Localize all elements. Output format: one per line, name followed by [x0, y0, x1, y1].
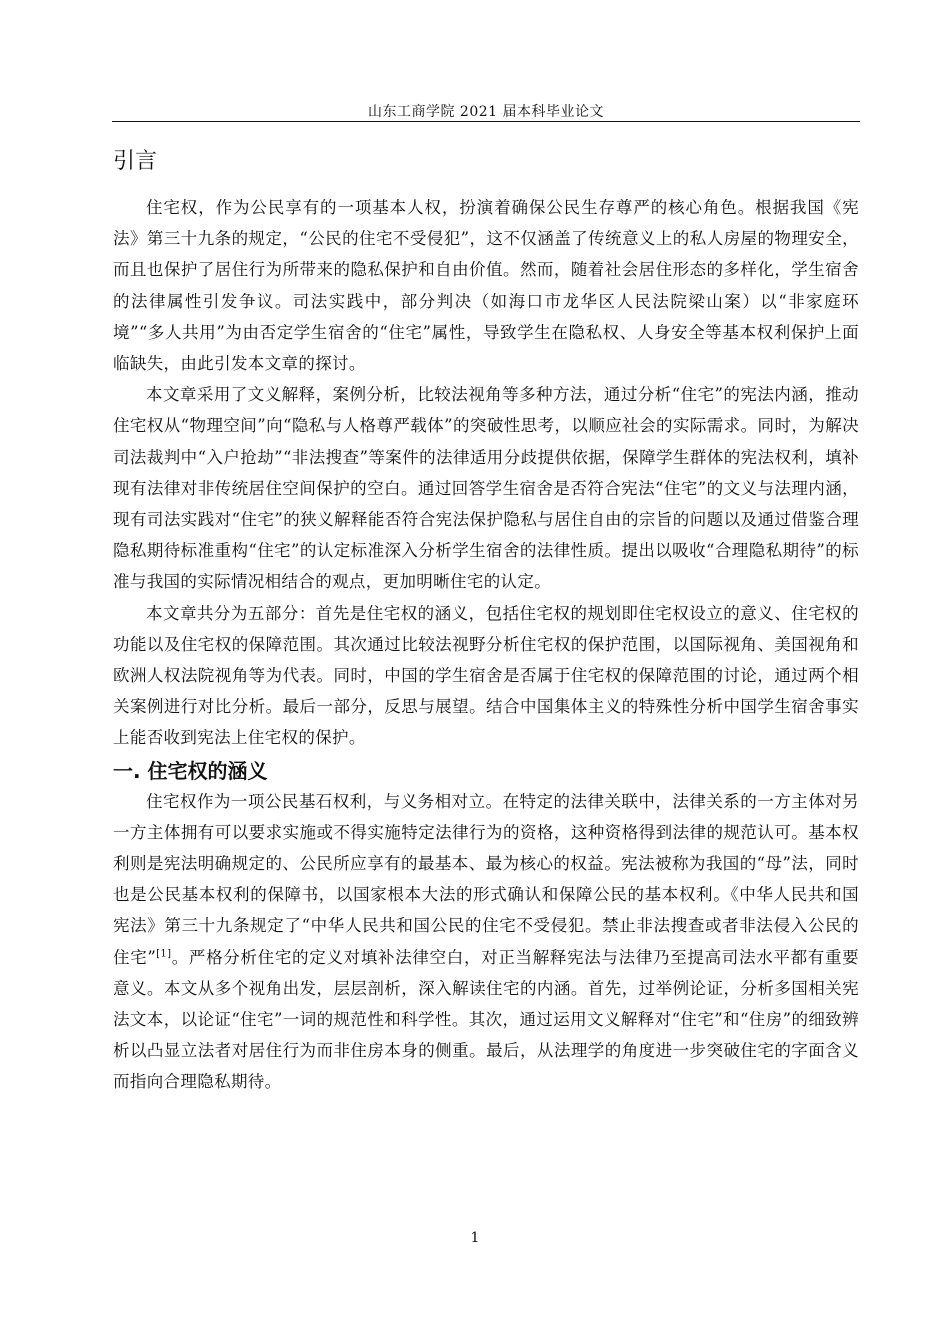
citation-marker: [1] [156, 948, 172, 960]
chapter-1-paragraph [113, 786, 859, 1098]
page-body [113, 138, 859, 1098]
intro-paragraph-2: 本文章采用了文义解释，案例分析，比较法视角等多种方法，通过分析“住宅”的宪法内涵，推动住宅权从“物理空间”向“隐私与人格尊严载体”的突破性思考，以顺应社会的实际需求。同时，为解决司法裁判中“入户抢劫”“非法搜查”等案件的法律适用分歧提供依据，保障学生群体的宪法权利，填补现有法律对非传统居住空间保护的空白。通过回答学生宿舍是否符合宪法“住宅”的文义与法理内涵，现有司法实践对“住宅”的狭义解释能否符合宪法保护隐私与居住自由的宗旨的问题以及通过借鉴合理隐私期待标准重构“住宅”的认定标准深入分析学生宿舍的法律性质。提出以吸收“合理隐私期待”的标准与我国的实际情况相结合的观点，更加明晰住宅的认定。 [113, 385, 859, 592]
page-header: 山东工商学院 2021 届本科毕业论文 [367, 104, 605, 120]
intro-heading: 引言 [113, 149, 158, 174]
intro-paragraph-1: 住宅权，作为公民享有的一项基本人权，扮演着确保公民生存尊严的核心角色。根据我国《宪法》第三十九条的规定，“公民的住宅不受侵犯”，这不仅涵盖了传统意义上的私人房屋的物理安全，而且也保护了居住行为所带来的隐私保护和自由价值。然而，随着社会居住形态的多样化，学生宿舍的法律属性引发争议。司法实践中，部分判决（如海口市龙华区人民法院梁山案）以“非家庭环境”“多人共用”为由否定学生宿舍的“住宅”属性，导致学生在隐私权、人身安全等基本权利保护上面临缺失，由此引发本文章的探讨。 [113, 198, 859, 374]
chapter-1-heading: 一. 住宅权的涵义 [113, 758, 268, 783]
header-rule [112, 121, 860, 122]
page-number: 1 [470, 1230, 480, 1246]
chapter-1-text-part-2: 。严格分析住宅的定义对填补法律空白，对正当解释宪法与法律乃至提高司法水平都有重要意义。本文从多个视角出发，层层剖析，深入解读住宅的内涵。首先，过举例论证，分析多国相关宪法文本，以论证“住宅”一词的规范性和科学性。其次，通过运用文义解释对“住宅”和“住房”的细致辨析以凸显立法者对居住行为而非住房本身的侧重。最后，从法理学的角度进一步突破住宅的字面含义而指向合理隐私期待。 [113, 947, 859, 1092]
chapter-1-text-part-1: 住宅权作为一项公民基石权利，与义务相对立。在特定的法律关联中，法律关系的一方主体对另一方主体拥有可以要求实施或不得实施特定法律行为的资格，这种资格得到法律的规范认可。基本权利则是宪法明确规定的、公民所应享有的最基本、最为核心的权益。宪法被称为我国的“母”法，同时也是公民基本权利的保障书，以国家根本大法的形式确认和保障公民的基本权利。《中华人民共和国宪法》第三十九条规定了“中华人民共和国公民的住宅不受侵犯。禁止非法搜查或者非法侵入公民的住宅” [113, 791, 859, 967]
intro-paragraph-3: 本文章共分为五部分：首先是住宅权的涵义，包括住宅权的规划即住宅权设立的意义、住宅权的功能以及住宅权的保障范围。其次通过比较法视野分析住宅权的保护范围，以国际视角、美国视角和欧洲人权法院视角等为代表。同时，中国的学生宿舍是否属于住宅权的保障范围的讨论，通过两个相关案例进行对比分析。最后一部分，反思与展望。结合中国集体主义的特殊性分析中国学生宿舍事实上能否收到宪法上住宅权的保护。 [113, 603, 859, 748]
